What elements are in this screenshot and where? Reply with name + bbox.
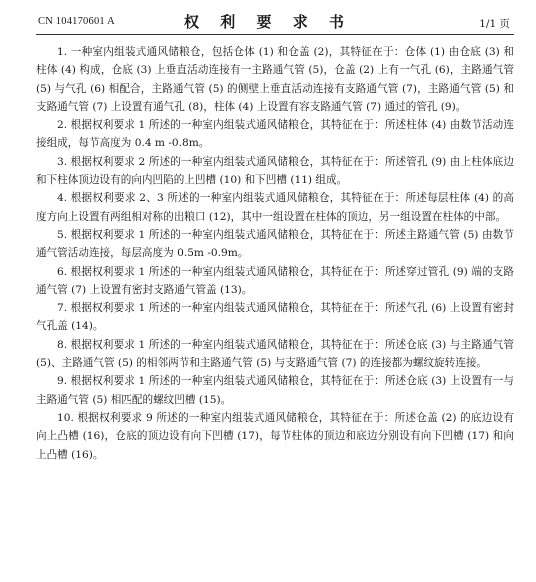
- claim-2: 2. 根据权利要求 1 所述的一种室内组装式通风储粮仓，其特征在于：所述柱体 (4) 由数节活动连接组成，每节高度为 0.4 m -0.8m。: [36, 119, 514, 150]
- page-title: 权 利 要 求 书: [184, 13, 352, 31]
- claim-10: 10. 根据权利要求 9 所述的一种室内组装式通风储粮仓，其特征在于：所述仓盖 (2) 的底边设有向上凸槽 (16)，仓底的顶边设有向下凹槽 (17)，每节柱体的顶边和底边分别设有向下凹槽 (17) 和向上凸槽 (16)。: [36, 411, 514, 461]
- page-number: 1/1 页: [479, 18, 510, 30]
- claim-6: 6. 根据权利要求 1 所述的一种室内组装式通风储粮仓，其特征在于：所述穿过管孔 (9) 端的支路通气管 (7) 上设置有密封支路通气管盖 (13)。: [36, 265, 514, 296]
- claim-4: 4. 根据权利要求 2、3 所述的一种室内组装式通风储粮仓，其特征在于：所述每层柱体 (4) 的高度方向上设置有两组相对称的出粮口 (12)，其中一组设置在柱体的顶边，另一组设置在柱体的中部。: [36, 192, 514, 223]
- claim-9: 9. 根据权利要求 1 所述的一种室内组装式通风储粮仓，其特征在于：所述仓底 (3) 上设置有一与主路通气管 (5) 相匹配的螺纹凹槽 (15)。: [36, 375, 514, 406]
- claims-body: [36, 43, 514, 464]
- document-header: [0, 0, 536, 30]
- claim-8: 8. 根据权利要求 1 所述的一种室内组装式通风储粮仓，其特征在于：所述仓底 (3) 与主路通气管 (5)、主路通气管 (5) 的相邻两节和主路通气管 (5) 与支路通气管 (7) 的连接都为螺纹旋转连接。: [36, 338, 514, 370]
- doc-number: CN 104170601 A: [38, 16, 115, 27]
- claim-5: 5. 根据权利要求 1 所述的一种室内组装式通风储粮仓，其特征在于：所述主路通气管 (5) 由数节通气管活动连接，每层高度为 0.5m -0.9m。: [36, 228, 514, 260]
- claim-7: 7. 根据权利要求 1 所述的一种室内组装式通风储粮仓，其特征在于：所述气孔 (6) 上设置有密封气孔盖 (14)。: [36, 302, 514, 333]
- header-divider: [36, 34, 514, 35]
- claim-3: 3. 根据权利要求 2 所述的一种室内组装式通风储粮仓，其特征在于：所述管孔 (9) 由上柱体底边和下柱体顶边设有的向内凹陷的上凹槽 (10) 和下凹槽 (11) 组成。: [36, 155, 514, 187]
- claim-1: 1. 一种室内组装式通风储粮仓，包括仓体 (1) 和仓盖 (2)，其特征在于：仓体 (1) 由仓底 (3) 和柱体 (4) 构成，仓底 (3) 上垂直活动连接有一主路通气管 (5)，仓盖 (2) 上有一气孔 (6)，主路通气管 (5) 与气孔 (6) 相配合，主路通气管 (5) 的侧壁上垂直活动连接有支路通气管 (7)，主路通气管 (5) 和支路通气管 (7) 上设置有通气孔 (8)，柱体 (4) 上设置有容支路通气管 (7) 通过的管孔 (9)。: [36, 46, 514, 113]
